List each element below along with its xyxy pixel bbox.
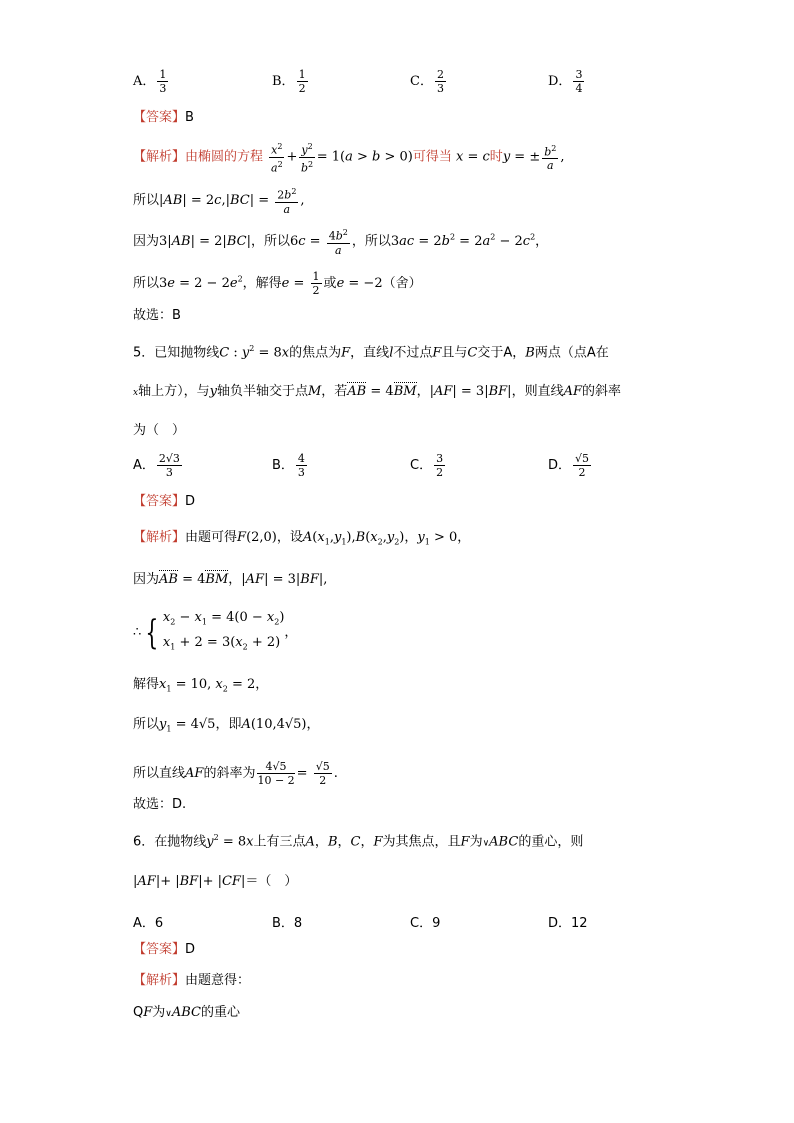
analysis-text: 所以直线 [133,766,186,781]
stem-text: 的焦点为 [289,345,342,361]
analysis-text: 由题可得 [185,530,238,545]
option-label: D． [548,74,572,89]
option-label: C． [410,74,433,89]
stem-text: 且与 [441,345,468,361]
analysis-text: 可得当 [412,149,452,165]
analysis-text: ，所以 [250,233,290,249]
answer-tag: 【答案】 [133,110,186,125]
q4-option-c [410,68,448,95]
analysis-text: 的斜率为 [203,766,256,781]
q6-option-b: B．8 [272,916,303,931]
stem-text: 交于A， [477,345,526,361]
option-label: B． [272,74,295,89]
analysis-tag: 【解析】 [133,530,186,545]
fraction-denominator: 3 [159,82,167,95]
q5-option-b: B． $\frac{4}{3}$ [272,452,305,479]
analysis-text: 因为 [133,572,160,587]
option-label: C． [410,458,433,473]
q4-option-d [548,68,586,95]
q6-answer [133,943,195,956]
analysis-text: 由题意得： [185,973,251,988]
analysis-text: 由椭圆的方程 [185,149,264,165]
q5-stem-line2: x轴上方），与y轴负半轴交于点M，若AB = 4BM，|AF| = 3|BF|，则直线AF的斜率 [133,384,622,399]
q5-option-c: C． $\frac{3}{2}$ [410,452,444,479]
q4-analysis-line4: 所以$3e = 2 - 2e^2$，解得e = $\frac{1}{2}$ 或e = −2（舍） [133,270,422,297]
answer-tag: 【答案】 [133,942,186,957]
analysis-text: 为 [152,1005,166,1020]
stem-text: ，则直线 [511,384,564,399]
stem-text: 5．已知抛物线 [133,345,220,361]
option-label: A． [133,74,156,89]
fraction-numerator: 1 [159,68,167,81]
analysis-text: 时 [489,149,503,165]
stem-text: ＝（ ） [245,874,298,889]
stem-text: ，若 [321,384,348,399]
q5-analysis-line6: 所以直线AF的斜率为 $\frac{4√5}{10 - 2}$ = $\frac{√5}{2}$ . [133,760,338,787]
q5-analysis-line5: 所以$y_1 = 4√5$，即A(10,4√5)， [133,717,320,734]
stem-text: ， [416,384,430,399]
q4-option-b [272,68,310,95]
q6-option-d: D．12 [548,916,588,931]
fraction-denominator: 3 [436,82,444,95]
analysis-text: 因为 [133,233,160,249]
q5-stem-line3: 为（ ） [133,423,186,438]
stem-text: 轴负半轴交于点 [216,384,308,399]
q4-answer [133,111,194,124]
fraction-numerator: 3 [575,68,583,81]
analysis-text: ，解得 [242,276,282,291]
q4-analysis-line3: 因为3|AB| = 2|BC|，所以6c = $\frac{4b^2}{a}$ ，所以$3ac = 2b^2 = 2a^2 - 2c^2$， [133,228,549,257]
q5-stem-line1: 5．已知抛物线C : $y^2 = 8x$的焦点为F，直线l不过点F且与C交于A，B两点（点A在 [133,344,609,361]
fraction-numerator: 1 [298,68,306,81]
q5-option-d: D． $\frac{√5}{2}$ [548,452,590,479]
analysis-text: ，所以 [351,233,391,249]
q6-analysis-line2: QF为∨ABC的重心 [133,1005,241,1020]
fraction-denominator: 4 [575,82,583,95]
q5-analysis-line4: 解得$x_1 = 10$, $x_2 = 2$， [133,677,269,694]
q5-analysis-line2: 因为AB = 4BM，|AF| = 3|BF|, [133,572,328,587]
q5-analysis-system: ∴ { $x_2 - x_1 = 4(0 - x_2)$ $x_1 + 2 = 3(x_2 + 2)$ ， [133,610,298,653]
q4-analysis-line2: 所以|AB| = 2c,|BC| = $\frac{2b^2}{a}$ , [133,187,305,216]
analysis-text: 所以 [133,192,160,208]
q4-analysis-line1: 【解析】由椭圆的方程 $\frac{x^2}{a^2}$ + $\frac{y^2}{b^2}$ = 1(a > b > 0)可得当 x = c时y = ± $\frac{b^2}{a}$ , [133,142,565,175]
stem-text: 的重心，则 [518,834,584,850]
answer-value: D [185,942,196,957]
analysis-text: 的重心 [201,1005,241,1020]
stem-text: 轴上方），与 [138,384,210,399]
analysis-tag: 【解析】 [133,973,186,988]
analysis-text: 所以 [133,717,160,732]
q5-option-a: A． $\frac{2√3}{3}$ [133,452,180,479]
q4-conclusion: 故选：B [133,308,181,323]
fraction-denominator: 2 [298,82,306,95]
analysis-text: 解得 [133,677,160,692]
analysis-text: （舍） [382,276,422,291]
q6-analysis-line1 [133,974,250,987]
analysis-text: 所以 [133,276,160,291]
stem-text: 两点（点A在 [534,345,609,361]
stem-text: ，直线 [350,345,390,361]
analysis-text: ，设 [276,530,303,545]
q5-conclusion: 故选：D. [133,797,187,812]
q5-answer [133,495,195,508]
stem-text: 6．在抛物线 [133,834,207,850]
q6-option-a: A．6 [133,916,164,931]
analysis-text: 或 [323,276,337,291]
answer-value: D [185,494,196,509]
q5-analysis-line1: 【解析】由题可得F(2,0)，设$A(x_1,y_1),B(x_2,y_2)$，$y_1 > 0$， [133,530,471,547]
option-label: D． [548,458,572,473]
analysis-text: ，即 [215,717,242,732]
answer-tag: 【答案】 [133,494,186,509]
stem-text: 不过点 [393,345,433,361]
stem-text: 为 [469,834,483,850]
analysis-tag: 【解析】 [133,149,186,165]
stem-text: 为其焦点，且 [382,834,461,850]
option-label: A． [133,458,155,473]
stem-text: 的斜率 [582,384,622,399]
option-label: B． [272,458,294,473]
q4-option-a [133,68,170,95]
q6-option-c: C．9 [410,916,441,931]
answer-value: B [185,110,194,125]
q6-stem-line1: 6．在抛物线$y^2 = 8x$上有三点A，B，C，F为其焦点，且F为∨ABC的重心，则 [133,833,584,850]
stem-text: 上有三点 [253,834,306,850]
q6-stem-line2: |AF|+ |BF|+ |CF|＝（ ） [133,874,298,889]
fraction-numerator: 2 [436,68,444,81]
